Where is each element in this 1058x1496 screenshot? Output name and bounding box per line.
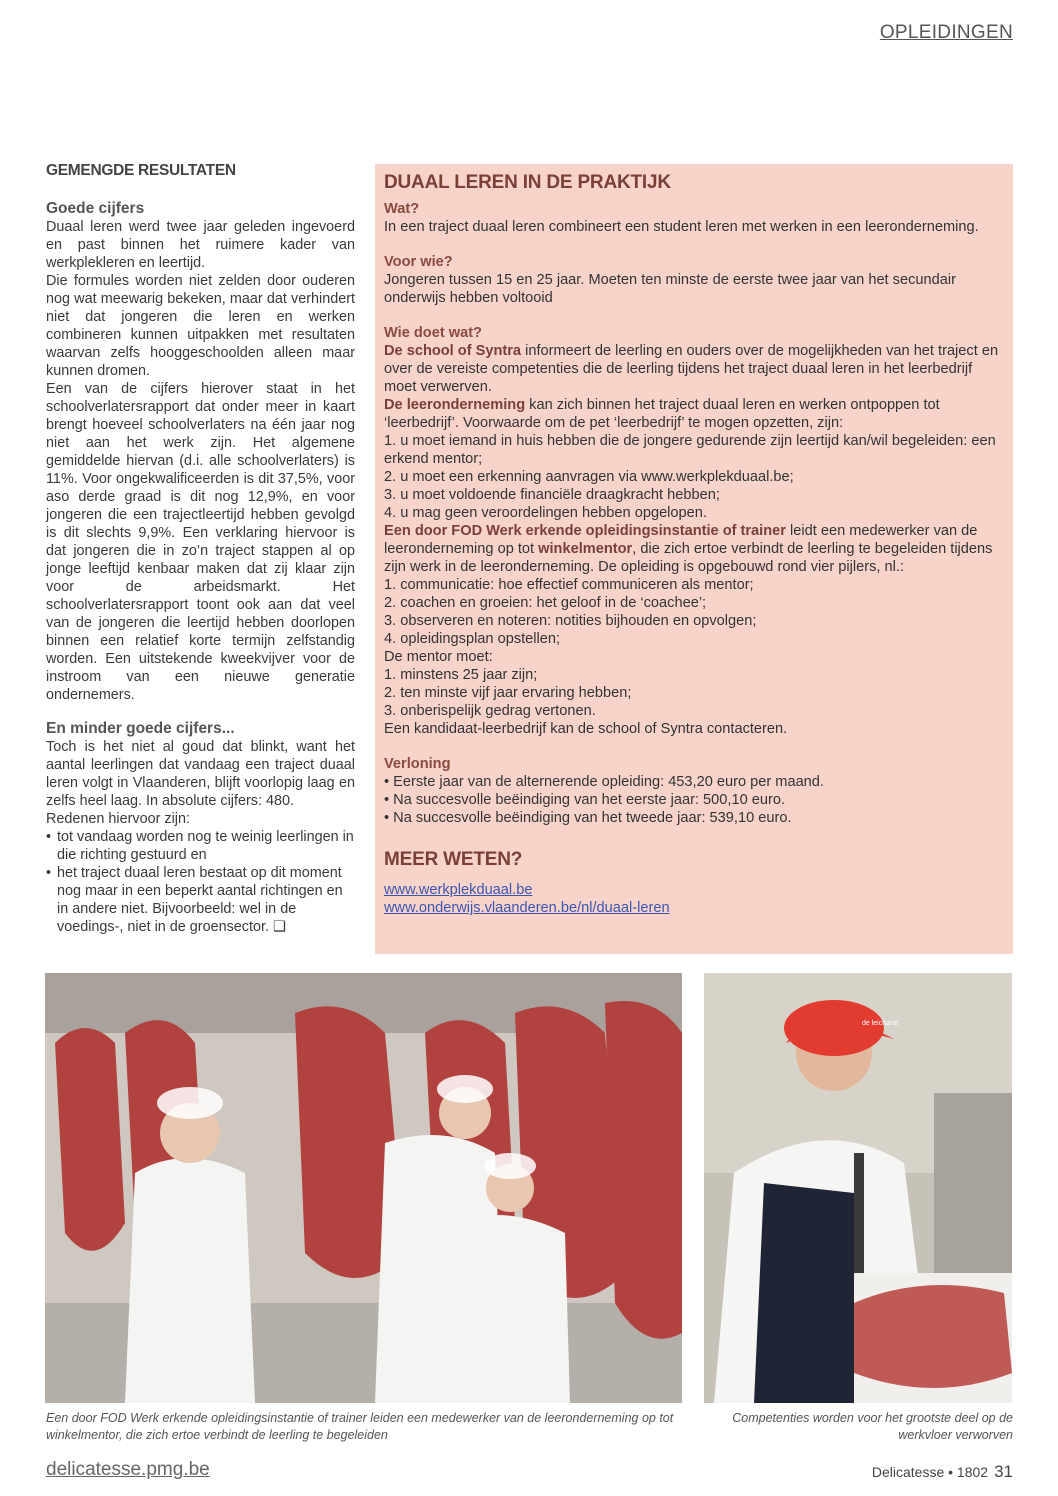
section-label: OPLEIDINGEN bbox=[879, 22, 1013, 43]
photo-butcher-cutting bbox=[704, 973, 1012, 1403]
subheading-minder: En minder goede cijfers... bbox=[46, 720, 235, 737]
photo-illustration bbox=[704, 973, 1012, 1403]
heading-gemengde: GEMENGDE RESULTATEN bbox=[46, 162, 236, 179]
footer-site-link[interactable]: delicatesse.pmg.be bbox=[46, 1459, 210, 1480]
mentor-intro: De mentor moet: bbox=[384, 649, 493, 665]
fod-text-1: leidt een medewerker van de leeronderneming op tot bbox=[384, 523, 978, 557]
pillar-item: 1. communicatie: hoe effectief communiceren als mentor; bbox=[384, 577, 754, 593]
pay-item: • Na succesvolle beëindiging van het tweede jaar: 539,10 euro. bbox=[384, 810, 792, 826]
list-item: • het traject duaal leren bestaat op dit moment nog maar in een beperkt aantal richtingen en in andere niet. Bijvoorbeeld: wel in de voedings-, niet in de groensector. ❑ bbox=[46, 864, 355, 936]
voor-wie-text: Jongeren tussen 15 en 25 jaar. Moeten ten minste de eerste twee jaar van het secundair onderwijs hebben voltooid bbox=[384, 272, 956, 306]
pay-item: • Na succesvolle beëindiging van het eerste jaar: 500,10 euro. bbox=[384, 792, 786, 808]
page-number: 31 bbox=[994, 1462, 1013, 1481]
school-text: informeert de leerling en ouders over de mogelijkheden van het traject en over de vereiste competenties die de leerling tijdens het traject duaal leren in het leerbedrijf moet verwerven. bbox=[384, 343, 999, 395]
voor-wie-heading: Voor wie? bbox=[384, 254, 453, 270]
mentor-item: 3. onberispelijk gedrag vertonen. bbox=[384, 703, 596, 719]
box-title: DUAAL LEREN IN DE PRAKTIJK bbox=[384, 172, 671, 193]
paragraph-3: Een van de cijfers hierover staat in het schoolverlatersrapport dat onder meer in kaart brengt hoeveel schoolverlaters na één jaar nog niet aan het werk zijn. Het algemene gemiddelde hiervan (d.i. alle schoolverlaters) is 11%. Voor ongekwalificeerden is dit 37,5%, voor aso derde graad is dit nog 12,9%, en voor jongeren die een trajectleertijd hebben gevolgd is dit slechts 9,9%. Een verklaring hiervoor is dat jongeren die in zo’n traject stappen al op jonge leeftijd kenbaar maken dat zij klaar zijn voor de arbeidsmarkt. Het schoolverlatersrapport toont ook aan dat veel van de jongeren die leertijd hebben doorlopen binnen een relatief korte termijn zelfstandig worden. Een uitstekende kweekvijver voor de instroom van een nieuwe generatie ondernemers. bbox=[46, 381, 355, 703]
mentor-item: 2. ten minste vijf jaar ervaring hebben; bbox=[384, 685, 632, 701]
link-onderwijs[interactable]: www.onderwijs.vlaanderen.be/nl/duaal-leren bbox=[384, 900, 670, 916]
leeronderneming-paragraph bbox=[384, 396, 1004, 432]
fod-paragraph bbox=[384, 522, 1004, 576]
photo-illustration bbox=[45, 973, 682, 1403]
paragraph-1: Duaal leren werd twee jaar geleden ingevoerd en past binnen het ruimere kader van werkplekleren en leertijd. bbox=[46, 219, 355, 271]
condition-item: 2. u moet een erkenning aanvragen via www.werkplekduaal.be; bbox=[384, 469, 794, 485]
cap-logo: de leicharot bbox=[862, 1020, 899, 1027]
magazine-name: Delicatesse • 1802 bbox=[871, 1464, 989, 1480]
school-paragraph bbox=[384, 342, 1004, 396]
reasons-list bbox=[46, 828, 355, 936]
link-werkplekduaal[interactable]: www.werkplekduaal.be bbox=[384, 882, 533, 898]
footer-issue bbox=[872, 1462, 1013, 1482]
pillar-item: 2. coachen en groeien: het geloof in de ‘coachee’; bbox=[384, 595, 707, 611]
fod-bold: Een door FOD Werk erkende opleidingsinstantie of trainer bbox=[384, 523, 786, 539]
paragraph-4: Toch is het niet al goud dat blinkt, want het aantal leerlingen dat vandaag een traject duaal leren volgt in Vlaanderen, blijft voorlopig laag en zelfs heel laag. In absolute cijfers: 480. bbox=[46, 739, 355, 809]
mentor-item: 1. minstens 25 jaar zijn; bbox=[384, 667, 538, 683]
photo-meat-cooling-room bbox=[45, 973, 682, 1403]
paragraph-2: Die formules worden niet zelden door ouderen nog wat meewarig bekeken, maar dat verhindert niet dat jongeren die leren en werken combineren kunnen uitpakken met resultaten waarvan zelfs hooggeschoolden alleen maar kunnen dromen. bbox=[46, 273, 355, 379]
subheading-goede: Goede cijfers bbox=[46, 200, 145, 217]
condition-item: 3. u moet voldoende financiële draagkracht hebben; bbox=[384, 487, 720, 503]
paragraph-5: Redenen hiervoor zijn: bbox=[46, 811, 190, 827]
pillar-item: 3. observeren en noteren: notities bijhouden en opvolgen; bbox=[384, 613, 757, 629]
fod-text-2: , die zich ertoe verbindt de leerling te begeleiden tijdens zijn werk in de leeronderneming. De opleiding is opgebouwd rond vier pijlers, nl.: bbox=[384, 541, 993, 575]
list-item: • tot vandaag worden nog te weinig leerlingen in die richting gestuurd en bbox=[46, 828, 355, 864]
left-column bbox=[46, 162, 355, 936]
caption-right: Competenties worden voor het grootste deel op de werkvloer verworven bbox=[732, 1411, 1013, 1442]
school-bold: De school of Syntra bbox=[384, 343, 522, 359]
leer-bold: De leeronderneming bbox=[384, 397, 526, 413]
info-box bbox=[375, 164, 1013, 954]
wat-text: In een traject duaal leren combineert een student leren met werken in een leeronderneming. bbox=[384, 219, 979, 235]
condition-item: 1. u moet iemand in huis hebben die de jongere gedurende zijn leertijd kan/wil begeleiden: een erkend mentor; bbox=[384, 433, 996, 467]
condition-item: 4. u mag geen veroordelingen hebben opgelopen. bbox=[384, 505, 707, 521]
wat-heading: Wat? bbox=[384, 201, 420, 217]
pillar-item: 4. opleidingsplan opstellen; bbox=[384, 631, 561, 647]
caption-left: Een door FOD Werk erkende opleidingsinstantie of trainer leiden een medewerker van de leeronderneming op tot winkelmentor, die zich ertoe verbindt de leerling te begeleiden bbox=[46, 1411, 674, 1442]
verloning-heading: Verloning bbox=[384, 756, 451, 772]
meer-weten-heading: MEER WETEN? bbox=[384, 849, 523, 870]
leer-text: kan zich binnen het traject duaal leren en werken ontpoppen tot ‘leerbedrijf’. Voorwaarde om de pet ‘leerbedrijf’ te mogen opzetten, zijn: bbox=[384, 397, 940, 431]
wie-doet-wat-heading: Wie doet wat? bbox=[384, 325, 482, 341]
kandidaat-text: Een kandidaat-leerbedrijf kan de school of Syntra contacteren. bbox=[384, 721, 788, 737]
pay-item: • Eerste jaar van de alternerende opleiding: 453,20 euro per maand. bbox=[384, 774, 824, 790]
winkelmentor-bold: winkelmentor bbox=[538, 541, 633, 557]
